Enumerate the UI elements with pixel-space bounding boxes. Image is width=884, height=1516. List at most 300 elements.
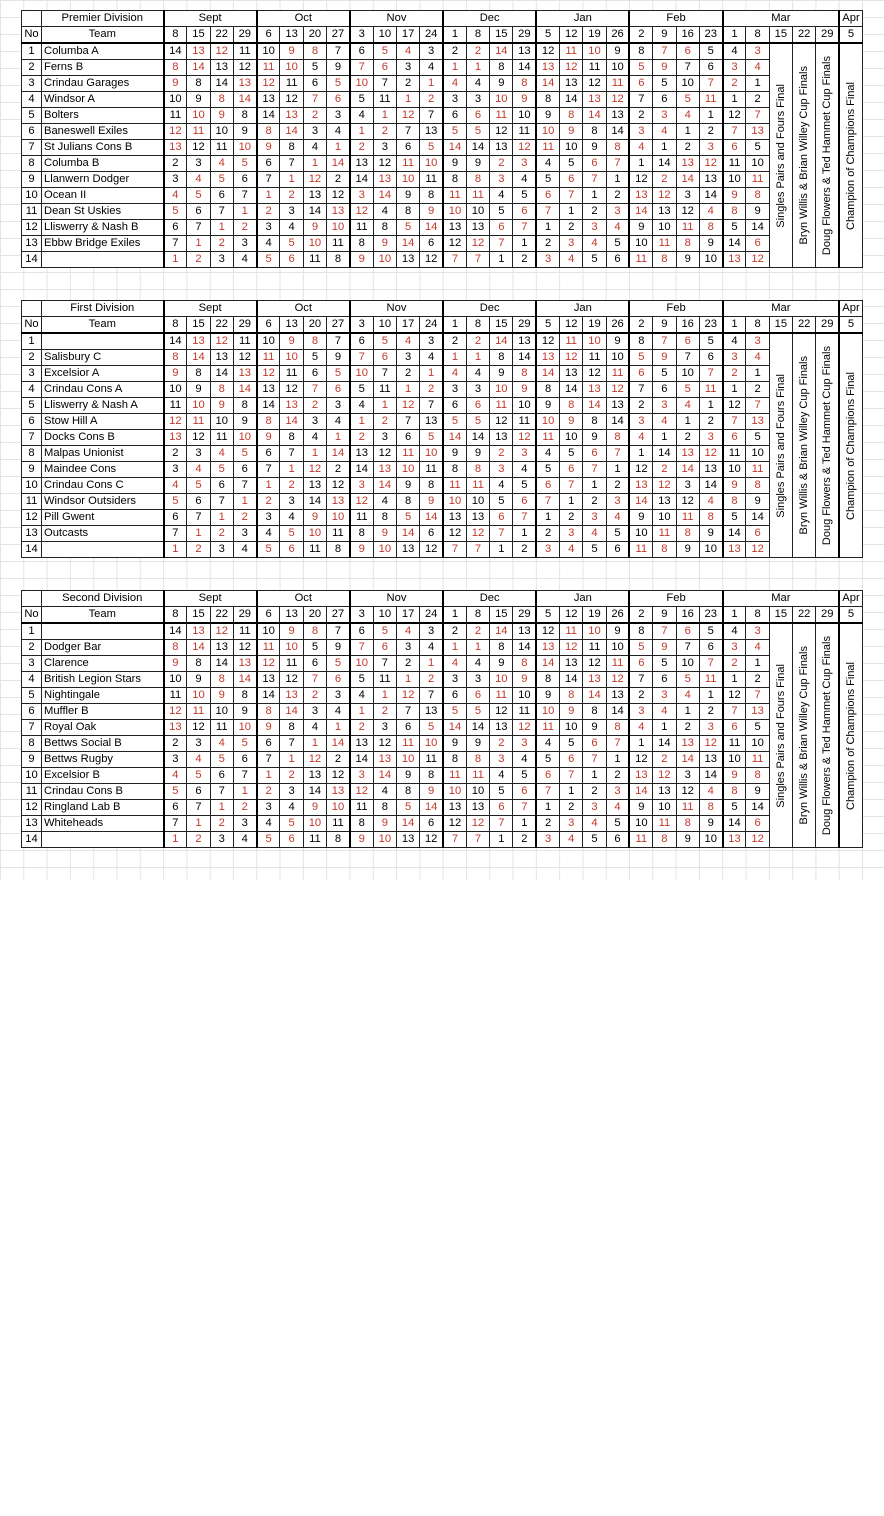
fixture-cell: 14 <box>466 720 489 736</box>
fixture-cell: 9 <box>164 76 187 92</box>
fixture-cell: 10 <box>699 832 722 848</box>
fixture-cell: 9 <box>723 768 746 784</box>
fixture-cell: 12 <box>699 736 722 752</box>
fixture-cell: 13 <box>257 382 280 398</box>
team-row <box>22 172 863 188</box>
fixture-cell: 4 <box>676 688 699 704</box>
fixture-cell: 11 <box>420 462 443 478</box>
fixture-cell: 14 <box>164 623 187 640</box>
fixture-cell: 9 <box>233 704 256 720</box>
fixture-cell: 12 <box>536 43 559 60</box>
fixture-cell: 6 <box>327 672 350 688</box>
fixture-cell: 2 <box>583 784 606 800</box>
fixture-cell: 5 <box>629 60 652 76</box>
team-row <box>22 510 863 526</box>
row-number: 6 <box>22 124 42 140</box>
fixture-cell: 12 <box>280 382 303 398</box>
fixture-cell: 13 <box>396 252 419 268</box>
fixture-cell: 2 <box>606 478 629 494</box>
fixture-cell: 5 <box>327 656 350 672</box>
fixture-cell: 5 <box>210 462 233 478</box>
fixture-cell: 10 <box>187 688 210 704</box>
fixture-cell: 8 <box>420 478 443 494</box>
fixture-cell: 12 <box>676 494 699 510</box>
fixture-cell: 6 <box>629 366 652 382</box>
team-name: Bettws Rugby <box>42 752 164 768</box>
fixture-cell: 3 <box>466 382 489 398</box>
final-label-text: Doug Flowers & Ted Hammet Cup Finals <box>821 345 834 546</box>
date-header: 29 <box>816 607 839 624</box>
fixture-cell: 9 <box>746 784 769 800</box>
fixture-cell: 1 <box>583 188 606 204</box>
fixture-cell: 14 <box>210 656 233 672</box>
fixture-cell: 4 <box>536 156 559 172</box>
fixture-cell: 2 <box>676 720 699 736</box>
fixture-cell: 7 <box>396 124 419 140</box>
fixture-cell: 12 <box>257 366 280 382</box>
fixture-cell: 10 <box>303 236 326 252</box>
fixture-cell: 10 <box>443 204 466 220</box>
fixture-cell: 11 <box>396 736 419 752</box>
fixture-cell: 6 <box>420 236 443 252</box>
fixture-cell: 10 <box>583 333 606 350</box>
fixture-cell: 13 <box>280 398 303 414</box>
fixture-cell: 9 <box>723 478 746 494</box>
fixture-cell: 7 <box>443 542 466 558</box>
date-header: 16 <box>676 317 699 334</box>
fixture-cell: 5 <box>490 494 513 510</box>
fixture-cell: 2 <box>466 333 489 350</box>
row-number: 12 <box>22 220 42 236</box>
fixture-cell: 13 <box>606 398 629 414</box>
fixture-cell: 1 <box>490 832 513 848</box>
final-label-text: Bryn Willis & Brian Willey Cup Finals <box>798 66 811 245</box>
fixture-cell: 1 <box>233 784 256 800</box>
team-name: Lliswerry & Nash A <box>42 398 164 414</box>
fixture-cell: 10 <box>327 800 350 816</box>
fixture-cell: 3 <box>164 462 187 478</box>
fixture-cell: 14 <box>560 92 583 108</box>
date-header: 23 <box>699 317 722 334</box>
fixture-cell: 14 <box>653 736 676 752</box>
fixture-cell: 4 <box>536 736 559 752</box>
fixture-cell: 6 <box>443 688 466 704</box>
team-name: Dean St Uskies <box>42 204 164 220</box>
final-label <box>816 333 839 558</box>
fixture-cell: 8 <box>606 140 629 156</box>
fixture-cell: 8 <box>373 510 396 526</box>
team-row <box>22 494 863 510</box>
month-header: Nov <box>350 301 443 317</box>
fixture-cell: 6 <box>723 720 746 736</box>
fixture-cell: 4 <box>396 43 419 60</box>
fixture-cell: 8 <box>210 92 233 108</box>
fixture-cell: 14 <box>187 640 210 656</box>
fixture-cell: 5 <box>443 414 466 430</box>
fixture-cell: 2 <box>746 672 769 688</box>
fixture-cell: 3 <box>350 478 373 494</box>
fixture-cell: 4 <box>233 542 256 558</box>
fixture-cell: 2 <box>373 704 396 720</box>
fixture-cell: 13 <box>396 542 419 558</box>
fixture-cell: 11 <box>210 140 233 156</box>
fixture-cell: 11 <box>606 656 629 672</box>
fixture-cell: 12 <box>327 768 350 784</box>
fixture-cell: 3 <box>303 414 326 430</box>
fixture-cell: 2 <box>187 252 210 268</box>
fixture-cell: 8 <box>257 124 280 140</box>
fixture-cell: 7 <box>723 414 746 430</box>
fixture-cell: 4 <box>233 252 256 268</box>
row-number: 13 <box>22 816 42 832</box>
fixture-cell: 4 <box>560 832 583 848</box>
fixture-cell: 12 <box>490 414 513 430</box>
fixture-cell: 14 <box>280 124 303 140</box>
fixture-cell: 9 <box>257 430 280 446</box>
fixture-cell: 6 <box>560 462 583 478</box>
fixture-cell: 13 <box>420 414 443 430</box>
fixture-cell: 2 <box>536 236 559 252</box>
fixture-cell: 3 <box>699 720 722 736</box>
final-label <box>839 623 862 848</box>
fixture-cell: 7 <box>583 752 606 768</box>
fixture-cell: 7 <box>536 784 559 800</box>
fixture-cell: 3 <box>676 478 699 494</box>
fixture-cell: 10 <box>746 736 769 752</box>
fixture-cell: 4 <box>746 640 769 656</box>
fixture-cell: 12 <box>303 172 326 188</box>
date-header: 27 <box>327 607 350 624</box>
fixture-cell: 2 <box>653 462 676 478</box>
fixture-cell: 7 <box>303 92 326 108</box>
fixture-cell: 1 <box>513 236 536 252</box>
fixture-cell: 11 <box>676 510 699 526</box>
fixture-cell: 9 <box>373 526 396 542</box>
month-header: Dec <box>443 301 536 317</box>
team-row <box>22 140 863 156</box>
fixture-cell: 10 <box>327 220 350 236</box>
fixture-cell: 7 <box>420 108 443 124</box>
fixture-cell: 13 <box>233 656 256 672</box>
team-name: Whiteheads <box>42 816 164 832</box>
fixture-cell: 12 <box>350 204 373 220</box>
fixture-cell: 12 <box>490 124 513 140</box>
fixture-cell: 9 <box>513 92 536 108</box>
fixture-cell: 10 <box>490 92 513 108</box>
fixture-cell: 11 <box>560 623 583 640</box>
fixture-cell: 5 <box>257 252 280 268</box>
row-number: 9 <box>22 172 42 188</box>
fixture-cell: 3 <box>723 640 746 656</box>
fixture-cell: 13 <box>490 430 513 446</box>
fixture-cell: 5 <box>723 800 746 816</box>
fixture-cell: 3 <box>606 494 629 510</box>
fixture-cell: 7 <box>466 252 489 268</box>
fixture-cell: 3 <box>443 382 466 398</box>
fixture-cell: 7 <box>606 736 629 752</box>
fixture-cell: 6 <box>373 640 396 656</box>
fixture-cell: 2 <box>699 414 722 430</box>
fixture-cell: 9 <box>490 366 513 382</box>
fixture-cell: 9 <box>746 204 769 220</box>
fixture-cell: 8 <box>280 720 303 736</box>
month-header: Oct <box>257 301 350 317</box>
fixture-cell: 12 <box>513 720 536 736</box>
month-header: Oct <box>257 11 350 27</box>
fixture-cell: 10 <box>676 366 699 382</box>
fixture-cell: 5 <box>327 76 350 92</box>
fixture-cell: 6 <box>164 510 187 526</box>
fixture-cell: 7 <box>210 784 233 800</box>
team-row <box>22 832 863 848</box>
fixture-cell: 7 <box>699 656 722 672</box>
fixture-cell: 8 <box>583 414 606 430</box>
fixture-cell: 11 <box>443 478 466 494</box>
fixture-cell: 7 <box>676 350 699 366</box>
team-name: Columba B <box>42 156 164 172</box>
fixture-cell: 10 <box>210 124 233 140</box>
fixture-cell: 10 <box>513 688 536 704</box>
fixture-cell: 14 <box>443 430 466 446</box>
fixture-cell: 9 <box>280 333 303 350</box>
fixture-cell: 1 <box>257 188 280 204</box>
month-header: Jan <box>536 11 629 27</box>
fixture-cell: 3 <box>350 768 373 784</box>
fixture-cell: 8 <box>536 92 559 108</box>
team-name: Windsor A <box>42 92 164 108</box>
fixture-cell: 14 <box>280 414 303 430</box>
fixture-cell: 14 <box>373 478 396 494</box>
fixture-cell: 9 <box>210 688 233 704</box>
fixture-cell: 5 <box>513 768 536 784</box>
fixture-cell: 10 <box>187 108 210 124</box>
final-label <box>793 43 816 268</box>
fixture-cell: 4 <box>723 43 746 60</box>
fixture-cell: 4 <box>327 414 350 430</box>
fixture-cell: 10 <box>606 60 629 76</box>
fixture-cell: 13 <box>373 752 396 768</box>
fixture-cell: 12 <box>629 462 652 478</box>
date-header: 19 <box>583 317 606 334</box>
fixture-cell: 3 <box>210 542 233 558</box>
date-header: 20 <box>303 607 326 624</box>
fixture-cell: 3 <box>629 704 652 720</box>
fixture-cell: 9 <box>350 832 373 848</box>
fixture-cell: 5 <box>653 366 676 382</box>
team-name: Ocean II <box>42 188 164 204</box>
fixture-cell: 11 <box>629 252 652 268</box>
fixture-cell: 3 <box>303 124 326 140</box>
date-header: 22 <box>210 27 233 44</box>
fixture-cell: 3 <box>257 800 280 816</box>
fixture-cell: 11 <box>350 510 373 526</box>
fixture-cell: 13 <box>466 510 489 526</box>
fixture-cell: 12 <box>723 398 746 414</box>
fixture-cell: 13 <box>443 510 466 526</box>
fixture-cell: 13 <box>653 784 676 800</box>
fixture-cell: 9 <box>606 333 629 350</box>
fixture-cell: 12 <box>420 832 443 848</box>
fixture-cell: 13 <box>513 333 536 350</box>
fixture-cell: 13 <box>746 704 769 720</box>
fixture-cell: 11 <box>583 350 606 366</box>
fixture-cell: 1 <box>443 640 466 656</box>
fixture-cell: 6 <box>257 156 280 172</box>
fixture-cell: 2 <box>699 124 722 140</box>
fixture-cell: 13 <box>210 60 233 76</box>
fixture-cell: 14 <box>303 784 326 800</box>
fixture-cell: 9 <box>560 414 583 430</box>
fixture-cell: 6 <box>350 43 373 60</box>
fixture-cell: 9 <box>164 366 187 382</box>
fixture-cell: 10 <box>723 172 746 188</box>
date-header: 22 <box>793 317 816 334</box>
row-number: 13 <box>22 526 42 542</box>
fixture-cell: 11 <box>233 623 256 640</box>
date-header: 1 <box>723 317 746 334</box>
fixture-cell: 13 <box>373 172 396 188</box>
fixture-cell: 3 <box>629 124 652 140</box>
fixture-cell: 11 <box>723 736 746 752</box>
fixture-cell: 8 <box>443 172 466 188</box>
fixture-cell: 14 <box>327 446 350 462</box>
fixture-cell: 6 <box>699 350 722 366</box>
fixture-cell: 10 <box>560 140 583 156</box>
fixture-cell: 4 <box>490 478 513 494</box>
date-header: 1 <box>443 607 466 624</box>
fixture-cell: 13 <box>490 720 513 736</box>
fixture-cell: 2 <box>210 816 233 832</box>
final-label-text: Singles Pairs and Fours Final <box>774 83 787 228</box>
fixture-cell: 11 <box>746 462 769 478</box>
fixture-cell: 14 <box>443 720 466 736</box>
fixture-cell: 13 <box>187 333 210 350</box>
fixture-cell: 10 <box>560 430 583 446</box>
team-name: Stow Hill A <box>42 414 164 430</box>
fixture-cell: 1 <box>466 640 489 656</box>
fixture-cell: 9 <box>187 382 210 398</box>
fixture-cell: 12 <box>466 526 489 542</box>
fixture-cell: 12 <box>327 478 350 494</box>
fixture-cell: 1 <box>373 398 396 414</box>
fixture-cell: 6 <box>420 526 443 542</box>
fixture-cell: 12 <box>280 92 303 108</box>
fixture-cell: 1 <box>723 92 746 108</box>
fixture-cell: 7 <box>327 43 350 60</box>
fixture-cell: 6 <box>327 92 350 108</box>
fixture-cell: 5 <box>327 366 350 382</box>
fixture-cell: 1 <box>303 156 326 172</box>
no-header: No <box>22 27 42 44</box>
fixture-cell: 1 <box>513 816 536 832</box>
fixture-cell: 4 <box>653 124 676 140</box>
fixture-cell: 10 <box>303 816 326 832</box>
fixture-cell: 14 <box>490 333 513 350</box>
fixture-cell: 14 <box>513 640 536 656</box>
fixture-cell: 5 <box>350 672 373 688</box>
fixture-cell: 13 <box>233 366 256 382</box>
fixture-cell: 1 <box>396 92 419 108</box>
fixture-cell: 5 <box>164 204 187 220</box>
date-header: 1 <box>723 607 746 624</box>
fixture-cell: 13 <box>699 172 722 188</box>
fixture-cell: 3 <box>233 816 256 832</box>
fixture-cell: 6 <box>396 430 419 446</box>
fixture-cell: 14 <box>396 526 419 542</box>
fixture-cell: 9 <box>420 204 443 220</box>
fixture-cell: 6 <box>583 446 606 462</box>
date-header: 24 <box>420 607 443 624</box>
date-header: 13 <box>280 607 303 624</box>
fixture-cell: 3 <box>560 526 583 542</box>
fixture-cell: 2 <box>303 398 326 414</box>
team-name: Muffler B <box>42 704 164 720</box>
fixture-cell: 7 <box>676 640 699 656</box>
fixture-cell: 2 <box>233 800 256 816</box>
team-row <box>22 688 863 704</box>
fixture-cell: 9 <box>536 688 559 704</box>
fixture-cell: 9 <box>350 542 373 558</box>
team-row <box>22 236 863 252</box>
month-header: Apr <box>839 591 862 607</box>
team-name: St Julians Cons B <box>42 140 164 156</box>
date-header: 15 <box>490 317 513 334</box>
fixture-cell: 2 <box>303 108 326 124</box>
fixture-cell: 3 <box>210 252 233 268</box>
fixture-cell: 6 <box>746 526 769 542</box>
fixture-cell: 6 <box>373 60 396 76</box>
fixture-cell: 13 <box>327 494 350 510</box>
fixture-cell: 11 <box>536 140 559 156</box>
date-header: 19 <box>583 607 606 624</box>
fixture-cell: 12 <box>653 188 676 204</box>
fixture-cell: 4 <box>210 156 233 172</box>
fixture-cell: 11 <box>560 333 583 350</box>
fixture-cell: 9 <box>233 414 256 430</box>
fixture-cell: 9 <box>396 768 419 784</box>
fixture-cell: 9 <box>699 236 722 252</box>
fixture-cell: 10 <box>490 382 513 398</box>
row-number: 10 <box>22 478 42 494</box>
fixture-cell: 2 <box>327 172 350 188</box>
fixture-cell: 12 <box>187 720 210 736</box>
team-row <box>22 640 863 656</box>
fixture-cell: 8 <box>699 800 722 816</box>
fixture-cell: 2 <box>466 623 489 640</box>
fixture-cell: 1 <box>303 736 326 752</box>
fixture-cell: 9 <box>583 430 606 446</box>
fixture-cell: 1 <box>396 382 419 398</box>
fixture-cell: 11 <box>280 656 303 672</box>
fixture-cell: 8 <box>490 60 513 76</box>
fixture-cell: 5 <box>629 640 652 656</box>
fixture-cell: 11 <box>629 542 652 558</box>
fixture-cell: 9 <box>327 350 350 366</box>
team-name: Nightingale <box>42 688 164 704</box>
fixture-cell: 3 <box>373 720 396 736</box>
fixture-cell: 7 <box>303 382 326 398</box>
fixture-cell: 4 <box>280 510 303 526</box>
fixture-cell: 5 <box>583 832 606 848</box>
team-row <box>22 398 863 414</box>
fixture-cell: 13 <box>699 462 722 478</box>
fixture-cell: 14 <box>327 736 350 752</box>
date-header: 29 <box>816 27 839 44</box>
fixture-cell: 12 <box>443 236 466 252</box>
month-header: Nov <box>350 591 443 607</box>
fixture-cell: 5 <box>490 204 513 220</box>
fixture-cell: 6 <box>443 398 466 414</box>
